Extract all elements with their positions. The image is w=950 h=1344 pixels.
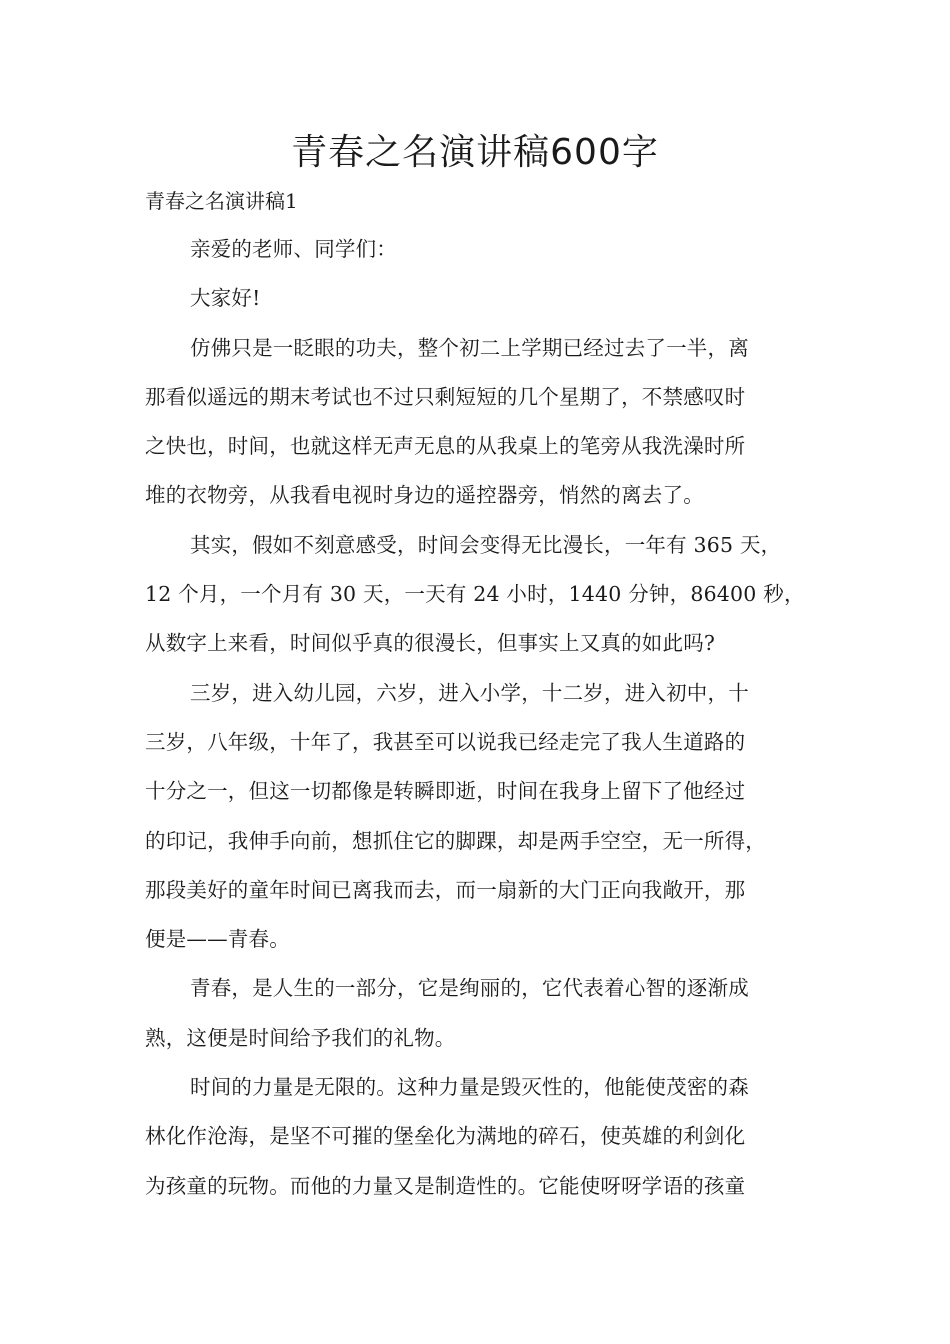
text-line: 堆的衣物旁，从我看电视时身边的遥控器旁，悄然的离去了。 [145, 483, 704, 508]
text-line: 林化作沧海，是坚不可摧的堡垒化为满地的碎石，使英雄的利剑化 [145, 1124, 746, 1149]
body-text [145, 234, 805, 1220]
text-line: 三岁，八年级，十年了，我甚至可以说我已经走完了我人生道路的 [145, 729, 746, 754]
text-line: 熟，这便是时间给予我们的礼物。 [145, 1025, 456, 1050]
text-line: 十分之一，但这一切都像是转瞬即逝，时间在我身上留下了他经过 [145, 779, 746, 804]
text-line: 仿佛只是一眨眼的功夫，整个初二上学期已经过去了一半，离 [190, 335, 749, 360]
text-line: 便是——青春。 [145, 927, 290, 952]
text-line: 的印记，我伸手向前，想抓住它的脚踝，却是两手空空，无一所得， [145, 828, 766, 853]
text-line: 12 个月，一个月有 30 天，一天有 24 小时，1440 分钟，86400 秒， [145, 582, 805, 607]
text-line: 之快也，时间，也就这样无声无息的从我桌上的笔旁从我洗澡时所 [145, 434, 746, 459]
text-line: 那段美好的童年时间已离我而去，而一扇新的大门正向我敞开，那 [145, 877, 746, 902]
text-line: 时间的力量是无限的。这种力量是毁灭性的，他能使茂密的森 [190, 1075, 749, 1100]
text-line: 三岁，进入幼儿园，六岁，进入小学，十二岁，进入初中，十 [190, 680, 749, 705]
text-line: 从数字上来看，时间似乎真的很漫长，但事实上又真的如此吗? [145, 631, 716, 656]
text-line: 青春，是人生的一部分，它是绚丽的，它代表着心智的逐渐成 [190, 976, 749, 1001]
text-line: 其实，假如不刻意感受，时间会变得无比漫长，一年有 365 天， [190, 532, 782, 557]
text-line: 为孩童的玩物。而他的力量又是制造性的。它能使呀呀学语的孩童 [145, 1173, 746, 1198]
text-line: 大家好! [190, 286, 261, 311]
text-line: 那看似遥远的期末考试也不过只剩短短的几个星期了，不禁感叹时 [145, 384, 746, 409]
document-title: 青春之名演讲稿600字 [291, 132, 659, 173]
text-line: 亲爱的老师、同学们： [190, 237, 397, 261]
section-heading: 青春之名演讲稿1 [145, 189, 298, 213]
